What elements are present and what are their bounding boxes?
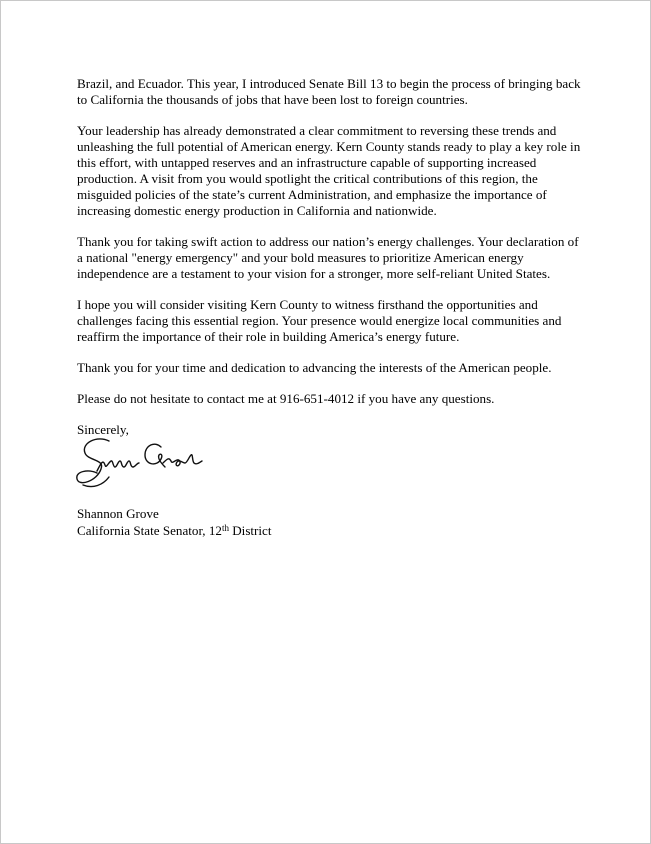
handwritten-signature (75, 433, 215, 491)
signer-title-suffix: District (228, 523, 272, 538)
paragraph-line: Thank you for taking swift action to address our nation’s energy challenges. Your declaration of (77, 234, 579, 249)
signer-title-superscript: th (221, 523, 229, 533)
signer-title (77, 522, 272, 539)
paragraph-line: unleashing the full potential of American energy. Kern County stands ready to play a key role in (77, 139, 581, 154)
paragraph-1 (77, 76, 581, 108)
paragraph-line: Brazil, and Ecuador. This year, I introduced Senate Bill 13 to begin the process of bringing back (77, 76, 581, 91)
paragraph-line: production. A visit from you would spotlight the critical contributions of this region, the (77, 171, 538, 186)
paragraph-line: this effort, with untapped reserves and an infrastructure capable of supporting increased (77, 155, 537, 170)
paragraph-line: reaffirm the importance of their role in building America’s energy future. (77, 329, 460, 344)
paragraph-line: misguided policies of the state’s current Administration, and emphasize the importance of (77, 187, 547, 202)
paragraph-3 (77, 234, 577, 282)
paragraph-line: challenges facing this essential region. Your presence would energize local communities and (77, 313, 562, 328)
signature-block (77, 505, 272, 539)
paragraph-line: Please do not hesitate to contact me at 916-651-4012 if you have any questions. (77, 391, 495, 406)
paragraph-5 (77, 360, 577, 376)
paragraph-line: Your leadership has already demonstrated a clear commitment to reversing these trends and (77, 123, 557, 138)
closing-salutation: Sincerely, (77, 422, 129, 437)
paragraph-line: to California the thousands of jobs that have been lost to foreign countries. (77, 92, 468, 107)
paragraph-line: Thank you for your time and dedication to advancing the interests of the American people. (77, 360, 552, 375)
paragraph-line: I hope you will consider visiting Kern County to witness firsthand the opportunities and (77, 297, 538, 312)
paragraph-line: increasing domestic energy production in California and nationwide. (77, 203, 437, 218)
paragraph-6 (77, 391, 577, 407)
signer-title-prefix: California State Senator, 12 (77, 523, 222, 538)
paragraph-line: a national "energy emergency" and your bold measures to prioritize American energy (77, 250, 524, 265)
letter-body (77, 76, 581, 438)
paragraph-2 (77, 123, 581, 219)
paragraph-line: independence are a testament to your vision for a stronger, more self-reliant United States. (77, 266, 551, 281)
paragraph-4 (77, 297, 577, 345)
signer-name: Shannon Grove (77, 506, 159, 521)
